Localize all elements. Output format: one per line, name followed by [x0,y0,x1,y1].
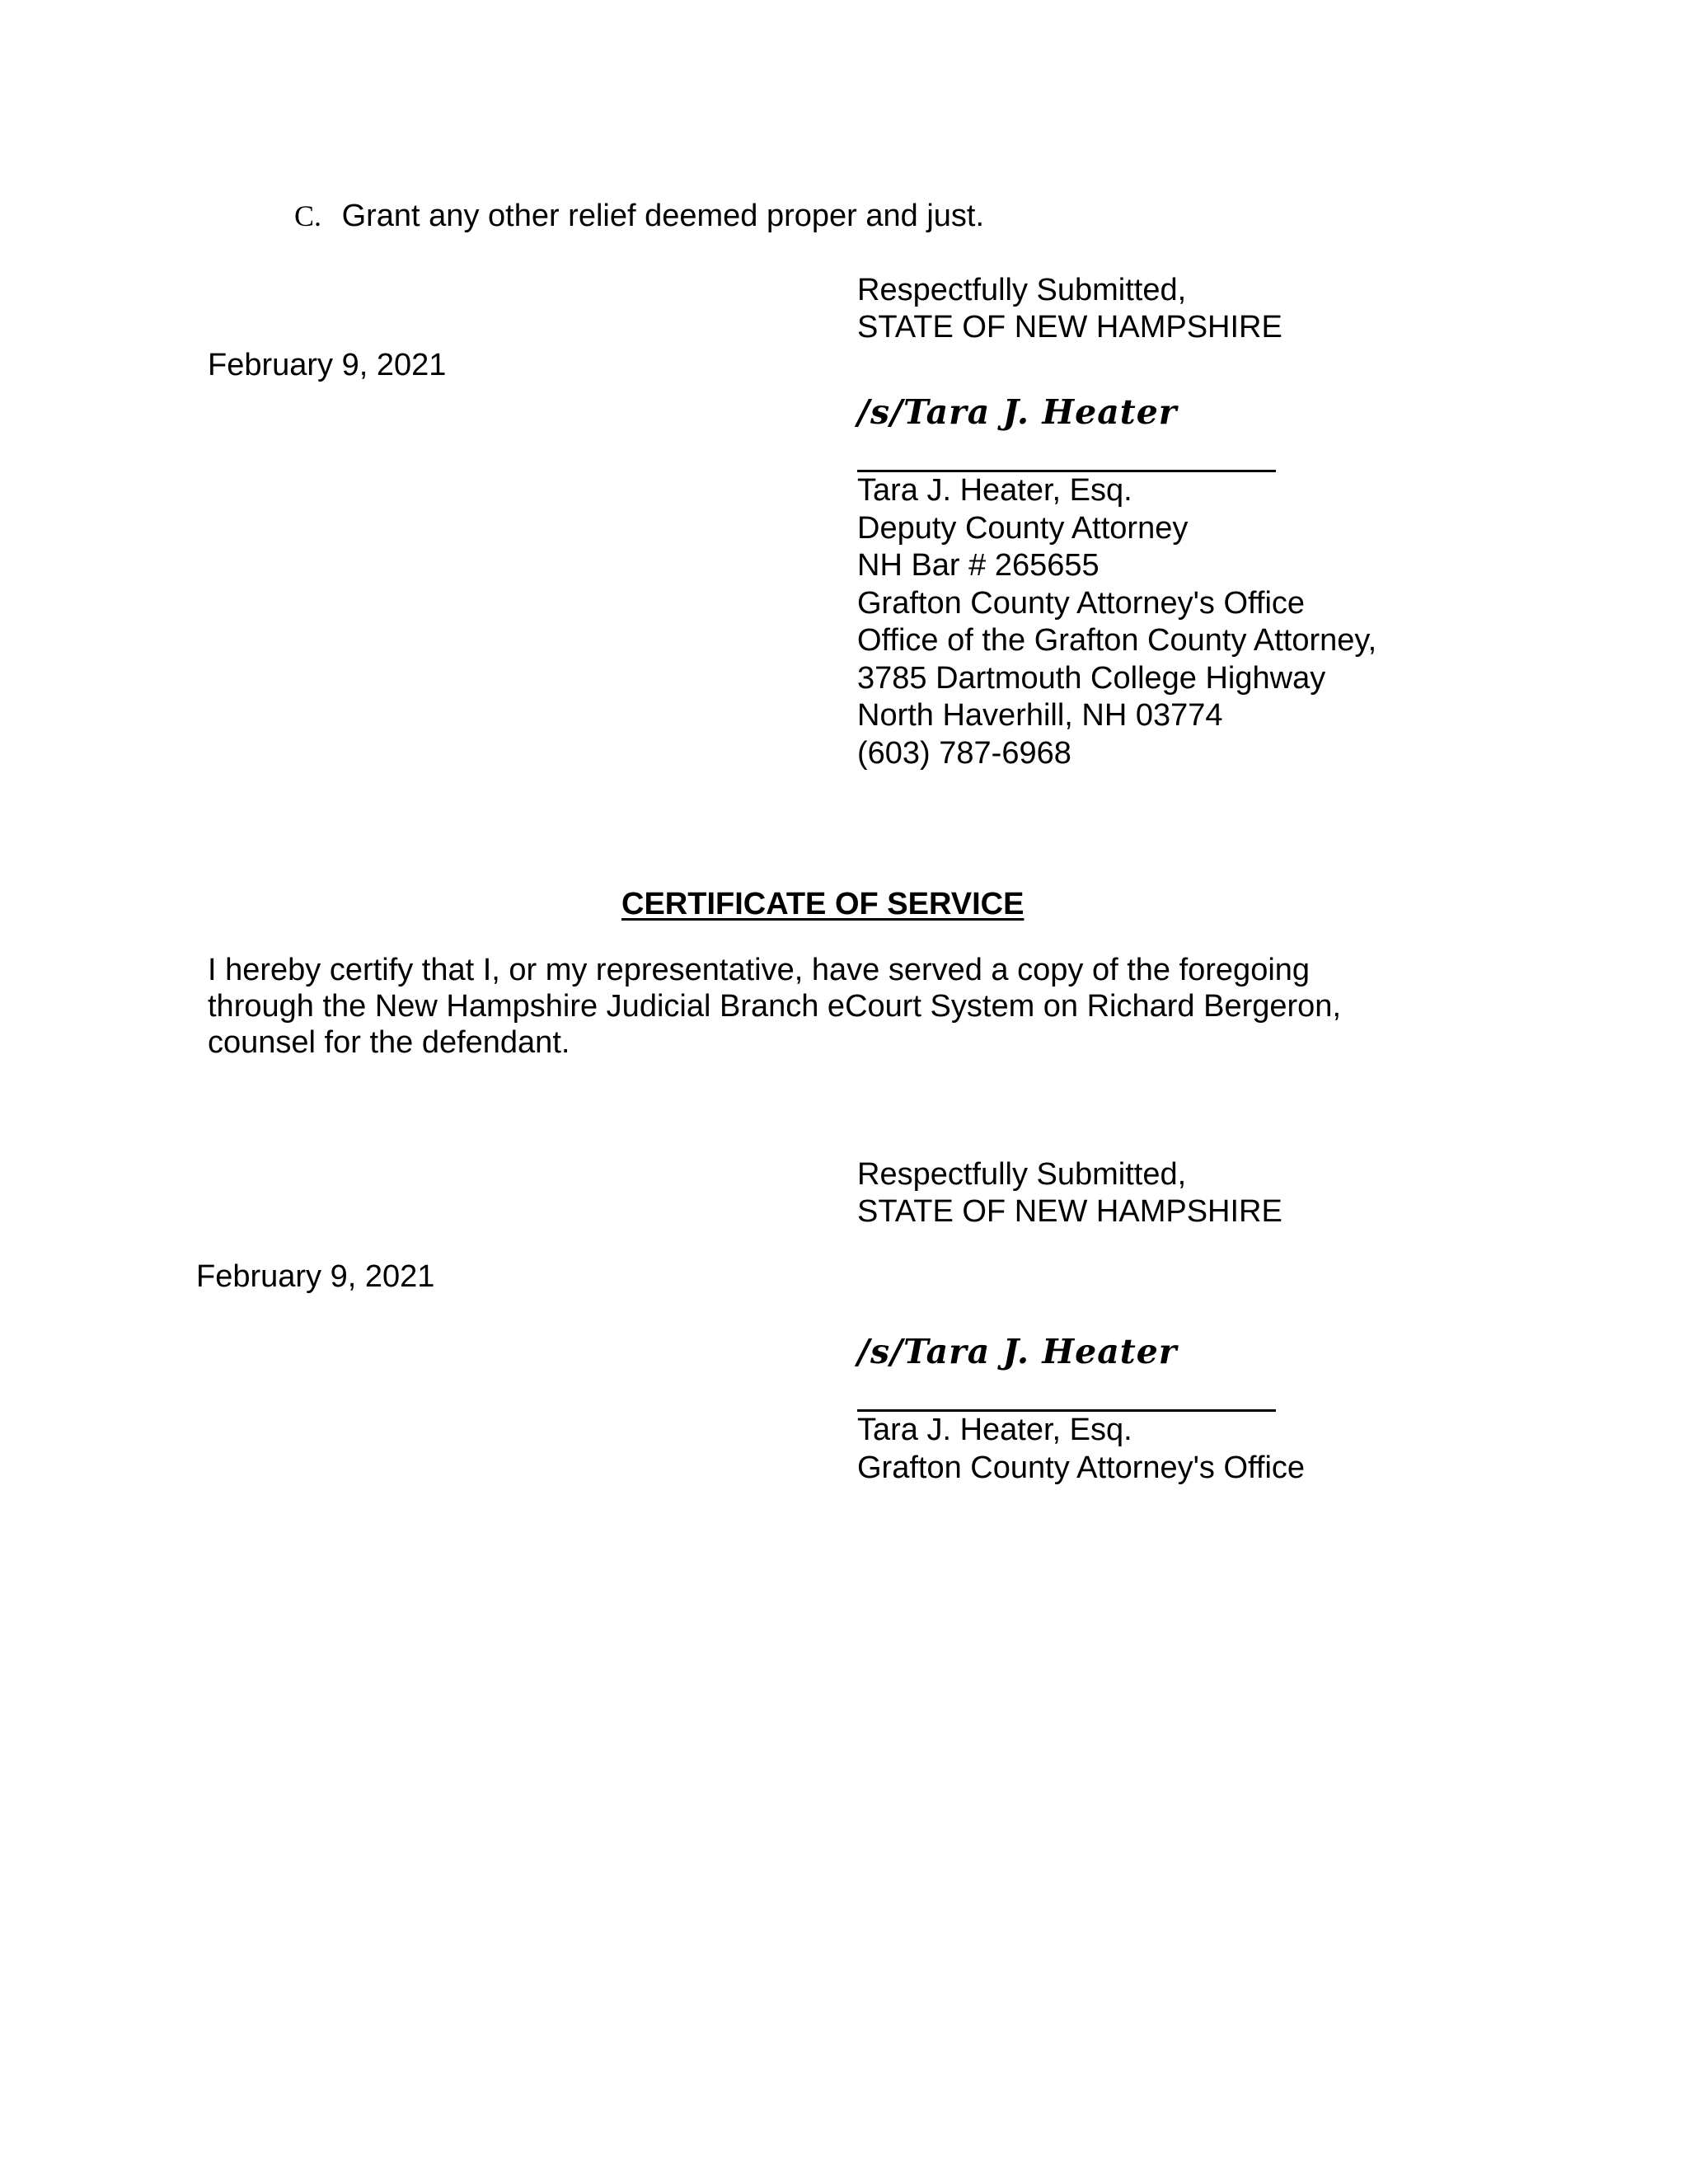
relief-letter: C. [294,199,322,232]
signature-block-1 [857,472,1376,772]
certificate-line: through the New Hampshire Judicial Branch eCourt System on Richard Bergeron, [208,989,1341,1024]
signature-block-line: 3785 Dartmouth College Highway [857,660,1326,696]
signature-block-line: Deputy County Attorney [857,510,1189,546]
party-1: STATE OF NEW HAMPSHIRE [857,310,1282,344]
certificate-line: I hereby certify that I, or my representative, have served a copy of the foregoing [208,953,1311,987]
party-2: STATE OF NEW HAMPSHIRE [857,1194,1282,1229]
relief-text: Grant any other relief deemed proper and just. [341,199,985,233]
signature-block-line: Grafton County Attorney's Office [857,1450,1306,1485]
closing-1: Respectfully Submitted, [857,273,1187,307]
signature-block-line: Tara J. Heater, Esq. [857,1413,1132,1447]
certificate-line: counsel for the defendant. [208,1025,570,1060]
date-1: February 9, 2021 [208,348,447,382]
certificate-heading: CERTIFICATE OF SERVICE [621,887,1025,921]
signature-2: /s/Tara J. Heater [857,1332,1178,1371]
signature-block-line: (603) 787-6968 [857,735,1071,771]
signature-block-line: Tara J. Heater, Esq. [857,473,1132,508]
signature-block-line: North Haverhill, NH 03774 [857,698,1223,733]
date-2: February 9, 2021 [196,1259,435,1294]
signature-block-line: NH Bar # 265655 [857,548,1100,583]
signature-block-2 [857,1412,1305,1487]
signature-1: /s/Tara J. Heater [857,392,1178,432]
closing-2: Respectfully Submitted, [857,1157,1187,1192]
certificate-text [208,952,1341,1061]
signature-block-line: Office of the Grafton County Attorney, [857,623,1377,658]
signature-block-line: Grafton County Attorney's Office [857,585,1306,621]
relief-item [294,198,984,235]
